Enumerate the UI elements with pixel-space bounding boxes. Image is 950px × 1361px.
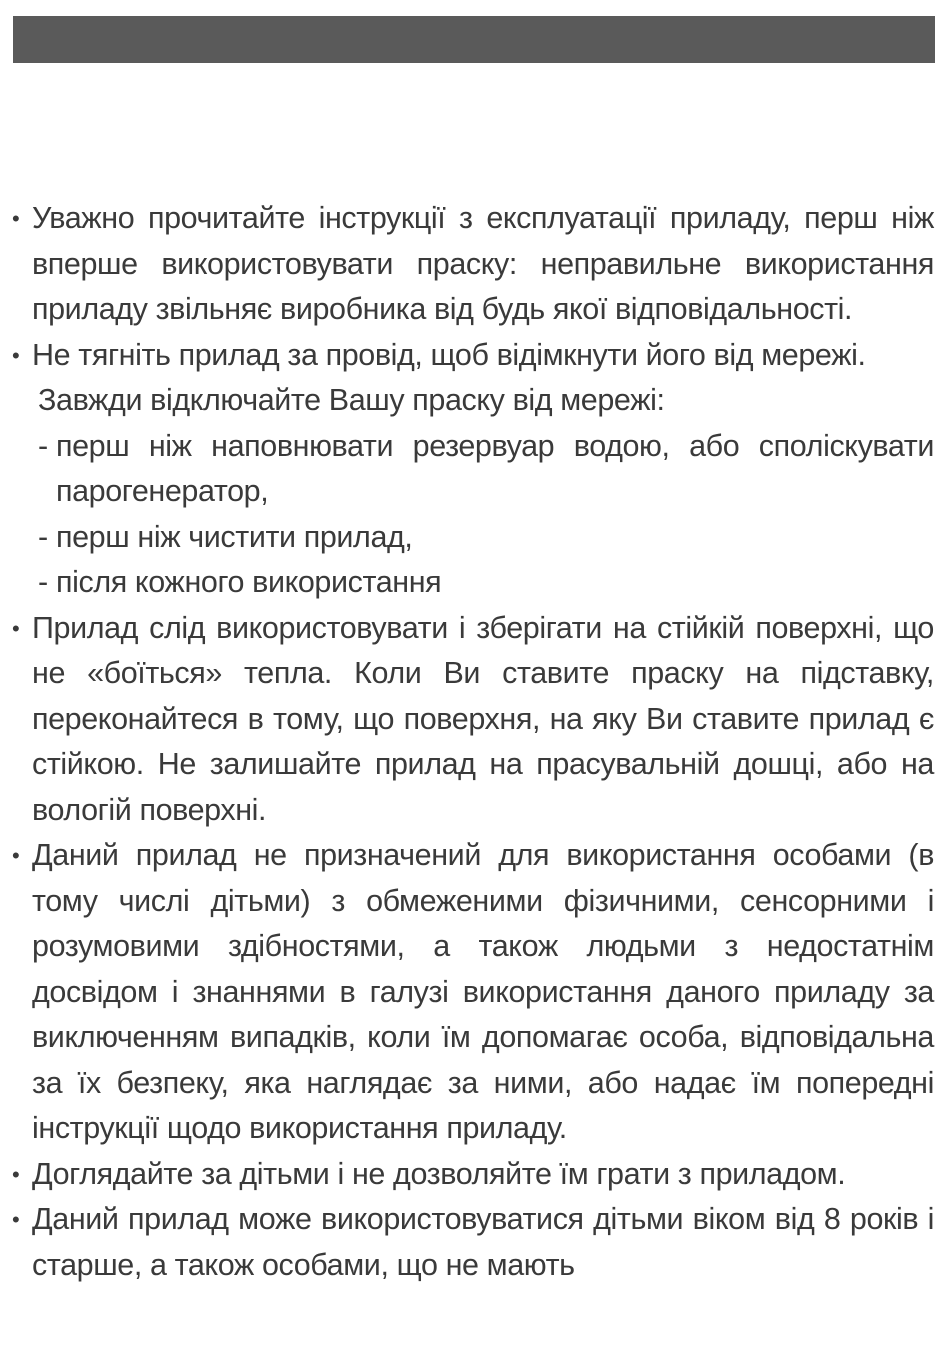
instruction-item: • Прилад слід використовувати і зберігати на стійкій поверхні, що не «боїться» тепла. Коли Ви ставите праску на підставку, переконайтеся в тому, що поверхня, на яку Ви ставите прилад є стійкою. Не залишайте прилад на прасувальній дошці, або на вологій поверхні.	[12, 606, 934, 834]
instruction-item: • Доглядайте за дітьми і не дозволяйте їм грати з приладом.	[12, 1152, 934, 1198]
sub-item: - перш ніж наповнювати резервуар водою, або споліскувати парогенератор,	[12, 424, 934, 515]
sub-item: - після кожного використання	[12, 560, 934, 606]
header-bar	[13, 16, 935, 63]
safety-instructions	[12, 196, 934, 1288]
instruction-item: • Уважно прочитайте інструкції з експлуатації приладу, перш ніж вперше використовувати праску: неправильне використання приладу звільняє виробника від будь якої відповідальності.	[12, 196, 934, 333]
instruction-item: • Не тягніть прилад за провід, щоб відімкнути його від мережі.	[12, 333, 934, 379]
instruction-item: • Даний прилад не призначений для використання особами (в тому числі дітьми) з обмеженими фізичними, сенсорними і розумовими здібностями, а також людьми з недостатнім досвідом і знаннями в галузі використання даного приладу за виключенням випадків, коли їм допомагає особа, відповідальна за їх безпеку, яка наглядає за ними, або надає їм попередні інструкції щодо використання приладу.	[12, 833, 934, 1152]
instruction-continuation: Завжди відключайте Вашу праску від мережі:	[38, 383, 665, 417]
sub-item: - перш ніж чистити прилад,	[12, 515, 934, 561]
instruction-item: • Даний прилад може використовуватися дітьми віком від 8 років і старше, а також особами, що не мають	[12, 1197, 934, 1288]
